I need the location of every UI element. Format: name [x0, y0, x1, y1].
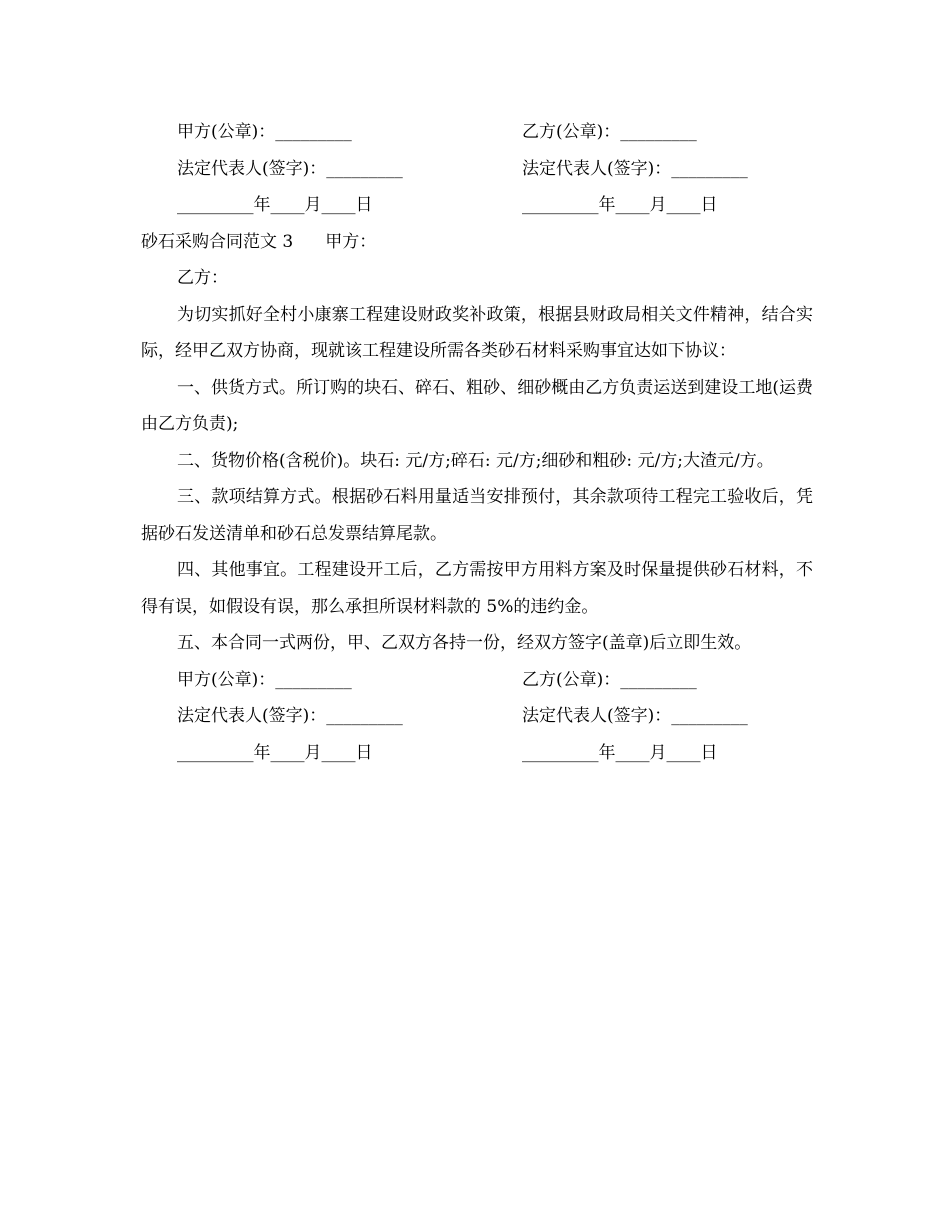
signature-date-row-top — [141, 187, 813, 224]
party-b-representative: 法定代表人(签字)：_________ — [522, 706, 748, 726]
clause-price: 二、货物价格(含税价)。块石: 元/方;碎石: 元/方;细砂和粗砂: 元/方;大渣元/方。 — [177, 450, 774, 471]
signature-date-row-bottom — [141, 735, 813, 772]
clause-supply-method: 一、供货方式。所订购的块石、碎石、粗砂、细砂概由乙方负责运送到建设工地(运费由乙方负责); — [141, 377, 813, 434]
signature-seal-row-top — [141, 114, 813, 151]
contract-title: 砂石采购合同范文 3 — [141, 231, 294, 252]
party-a-date: _________年____月____日 — [177, 195, 373, 215]
party-b-seal: 乙方(公章)：_________ — [522, 669, 697, 690]
signature-rep-row-top — [141, 151, 813, 188]
contract-heading — [141, 224, 813, 261]
party-a-date: _________年____月____日 — [177, 742, 373, 763]
clause-settlement: 三、款项结算方式。根据砂石料用量适当安排预付，其余款项待工程完工验收后，凭据砂石发送清单和砂石总发票结算尾款。 — [141, 487, 813, 544]
party-b-representative: 法定代表人(签字)：_________ — [522, 158, 748, 179]
clause-other-matters: 四、其他事宜。工程建设开工后，乙方需按甲方用料方案及时保量提供砂石材料，不得有误，如假设有误，那么承担所误材料款的 5%的违约金。 — [141, 560, 813, 617]
clause-copies: 五、本合同一式两份，甲、乙双方各持一份，经双方签字(盖章)后立即生效。 — [177, 633, 752, 653]
party-a-representative: 法定代表人(签字)：_________ — [177, 706, 403, 726]
party-a-seal: 甲方(公章)：_________ — [177, 669, 352, 690]
party-b-label: 乙方： — [177, 268, 228, 288]
party-b-seal: 乙方(公章)：_________ — [522, 122, 697, 142]
document-page — [141, 114, 813, 771]
signature-rep-row-bottom — [141, 698, 813, 735]
party-b-date: _________年____月____日 — [522, 742, 718, 763]
party-a-representative: 法定代表人(签字)：_________ — [177, 158, 403, 179]
party-a-seal: 甲方(公章)：_________ — [177, 122, 352, 142]
party-a-label: 甲方： — [325, 231, 377, 252]
party-b-line — [141, 260, 813, 297]
intro-paragraph: 为切实抓好全村小康寨工程建设财政奖补政策，根据县财政局相关文件精神，结合实际，经甲乙双方协商，现就该工程建设所需各类砂石材料采购事宜达如下协议： — [141, 304, 813, 361]
party-b-date: _________年____月____日 — [522, 195, 718, 215]
signature-seal-row-bottom — [141, 662, 813, 699]
